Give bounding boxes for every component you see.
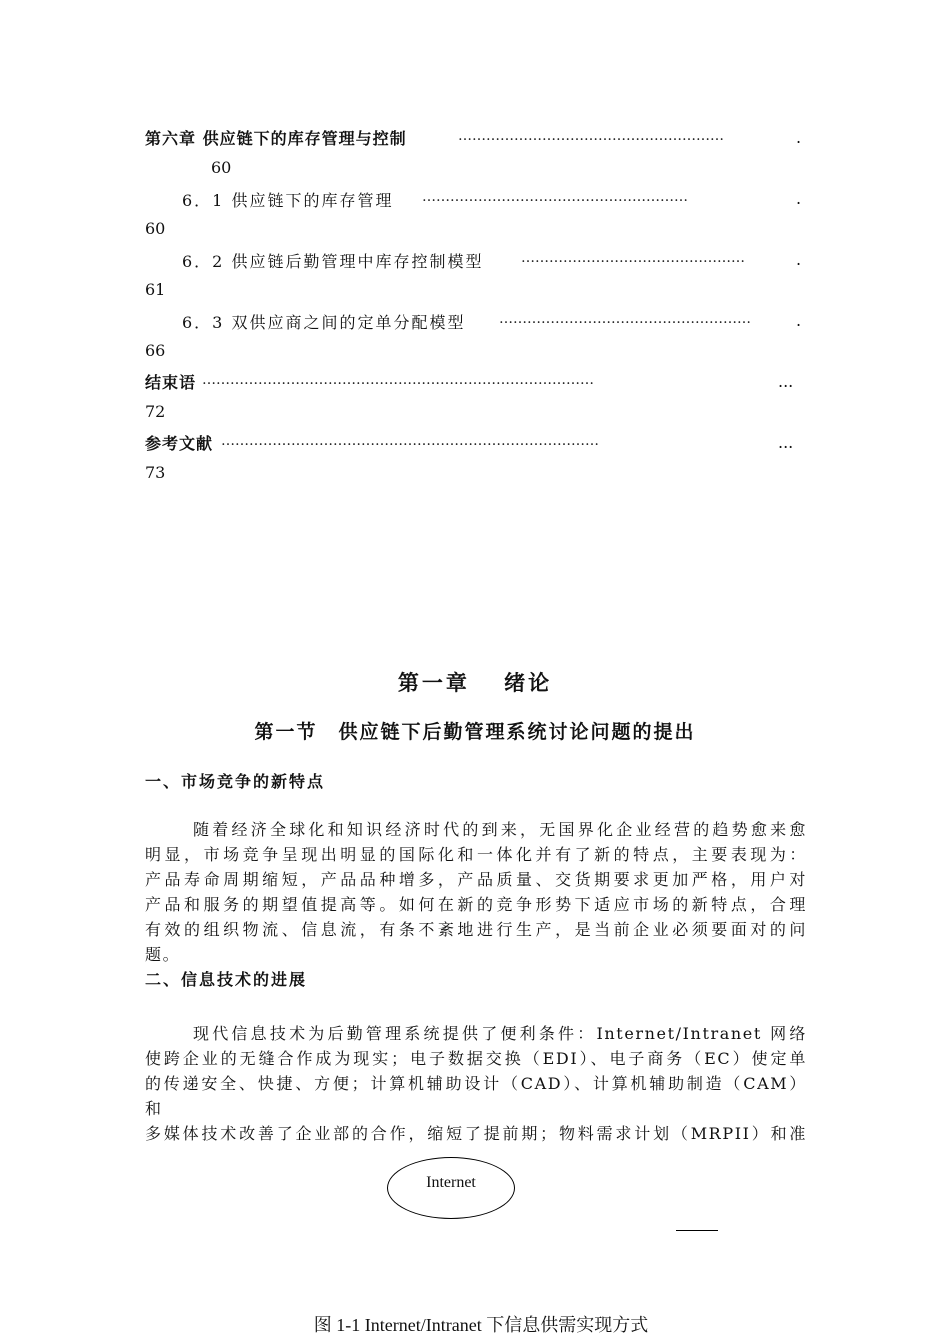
toc-leader-dots: …………………………………………: [521, 250, 745, 266]
toc-page-number: 60: [211, 158, 232, 177]
paragraph-line: 明显，市场竞争呈现出明显的国际化和一体化并有了新的特点，主要表现为：: [145, 845, 807, 864]
toc-page-number: 60: [145, 219, 166, 238]
paragraph-line: 的传递安全、快捷、方便；计算机辅助设计（CAD）、计算机辅助制造（CAM）: [145, 1074, 807, 1093]
toc-leader-dots: …………………………………………………: [458, 128, 724, 144]
paragraph-market-competition: [145, 817, 807, 967]
toc-page-number: 72: [145, 402, 166, 421]
toc-leader-dots: ………………………………………………………………………: [221, 433, 599, 449]
paragraph-line: 产品寿命周期缩短，产品品种增多，产品质量、交货期要求更加严格，用户对: [145, 870, 807, 889]
subheading-market-competition: 一、市场竞争的新特点: [145, 772, 326, 791]
toc-leader-dots: …………………………………………………: [422, 189, 688, 205]
internet-node-ellipse: [387, 1157, 515, 1219]
section-title: 第一节 供应链下后勤管理系统讨论问题的提出: [254, 721, 696, 743]
toc-entry-chapter6-title: 第六章 供应链下的库存管理与控制: [145, 129, 407, 148]
toc-entry-6-3-title: 6．3 双供应商之间的定单分配模型: [182, 313, 466, 332]
toc-leader-end: .: [796, 189, 802, 208]
toc-leader-end: .: [796, 250, 802, 269]
paragraph-line: 和: [145, 1099, 163, 1118]
toc-entry-6-1-title: 6．1 供应链下的库存管理: [182, 191, 394, 210]
toc-entry-conclusion-title: 结束语: [145, 373, 197, 392]
toc-page-number: 66: [145, 341, 166, 360]
toc-page-number: 73: [145, 463, 166, 482]
paragraph-line: 多媒体技术改善了企业部的合作，缩短了提前期；物料需求计划（MRPII）和准: [145, 1124, 807, 1143]
toc-entry-references-title: 参考文献: [145, 434, 214, 453]
paragraph-line: 使跨企业的无缝合作成为现实；电子数据交换（EDI）、电子商务（EC）使定单: [145, 1049, 807, 1068]
paragraph-line: 题。: [145, 945, 181, 964]
toc-leader-dots: …………………………………………………………………………: [202, 372, 594, 388]
toc-leader-dots: ………………………………………………: [499, 311, 751, 327]
paragraph-line: 产品和服务的期望值提高等。如何在新的竞争形势下适应市场的新特点，合理: [145, 895, 807, 914]
chapter-title: 第一章 绪论: [397, 671, 553, 695]
toc-leader-end: ...: [778, 372, 794, 391]
paragraph-line: 现代信息技术为后勤管理系统提供了便利条件：Internet/Intranet 网络: [193, 1024, 807, 1043]
toc-leader-end: .: [796, 128, 802, 147]
toc-entry-6-2-title: 6．2 供应链后勤管理中库存控制模型: [182, 252, 484, 271]
paragraph-line: 有效的组织物流、信息流，有条不紊地进行生产，是当前企业必须要面对的问: [145, 920, 807, 939]
toc-leader-end: ...: [778, 433, 794, 452]
paragraph-information-technology: [145, 1021, 807, 1146]
toc-page-number: 61: [145, 280, 166, 299]
toc-leader-end: .: [796, 311, 802, 330]
subheading-information-technology: 二、信息技术的进展: [145, 970, 308, 989]
diagram-connector-line: [676, 1230, 718, 1231]
internet-node-label: Internet: [426, 1174, 476, 1191]
figure-caption: 图 1-1 Internet/Intranet 下信息供需实现方式: [313, 1315, 649, 1335]
paragraph-line: 随着经济全球化和知识经济时代的到来，无国界化企业经营的趋势愈来愈: [193, 820, 807, 839]
